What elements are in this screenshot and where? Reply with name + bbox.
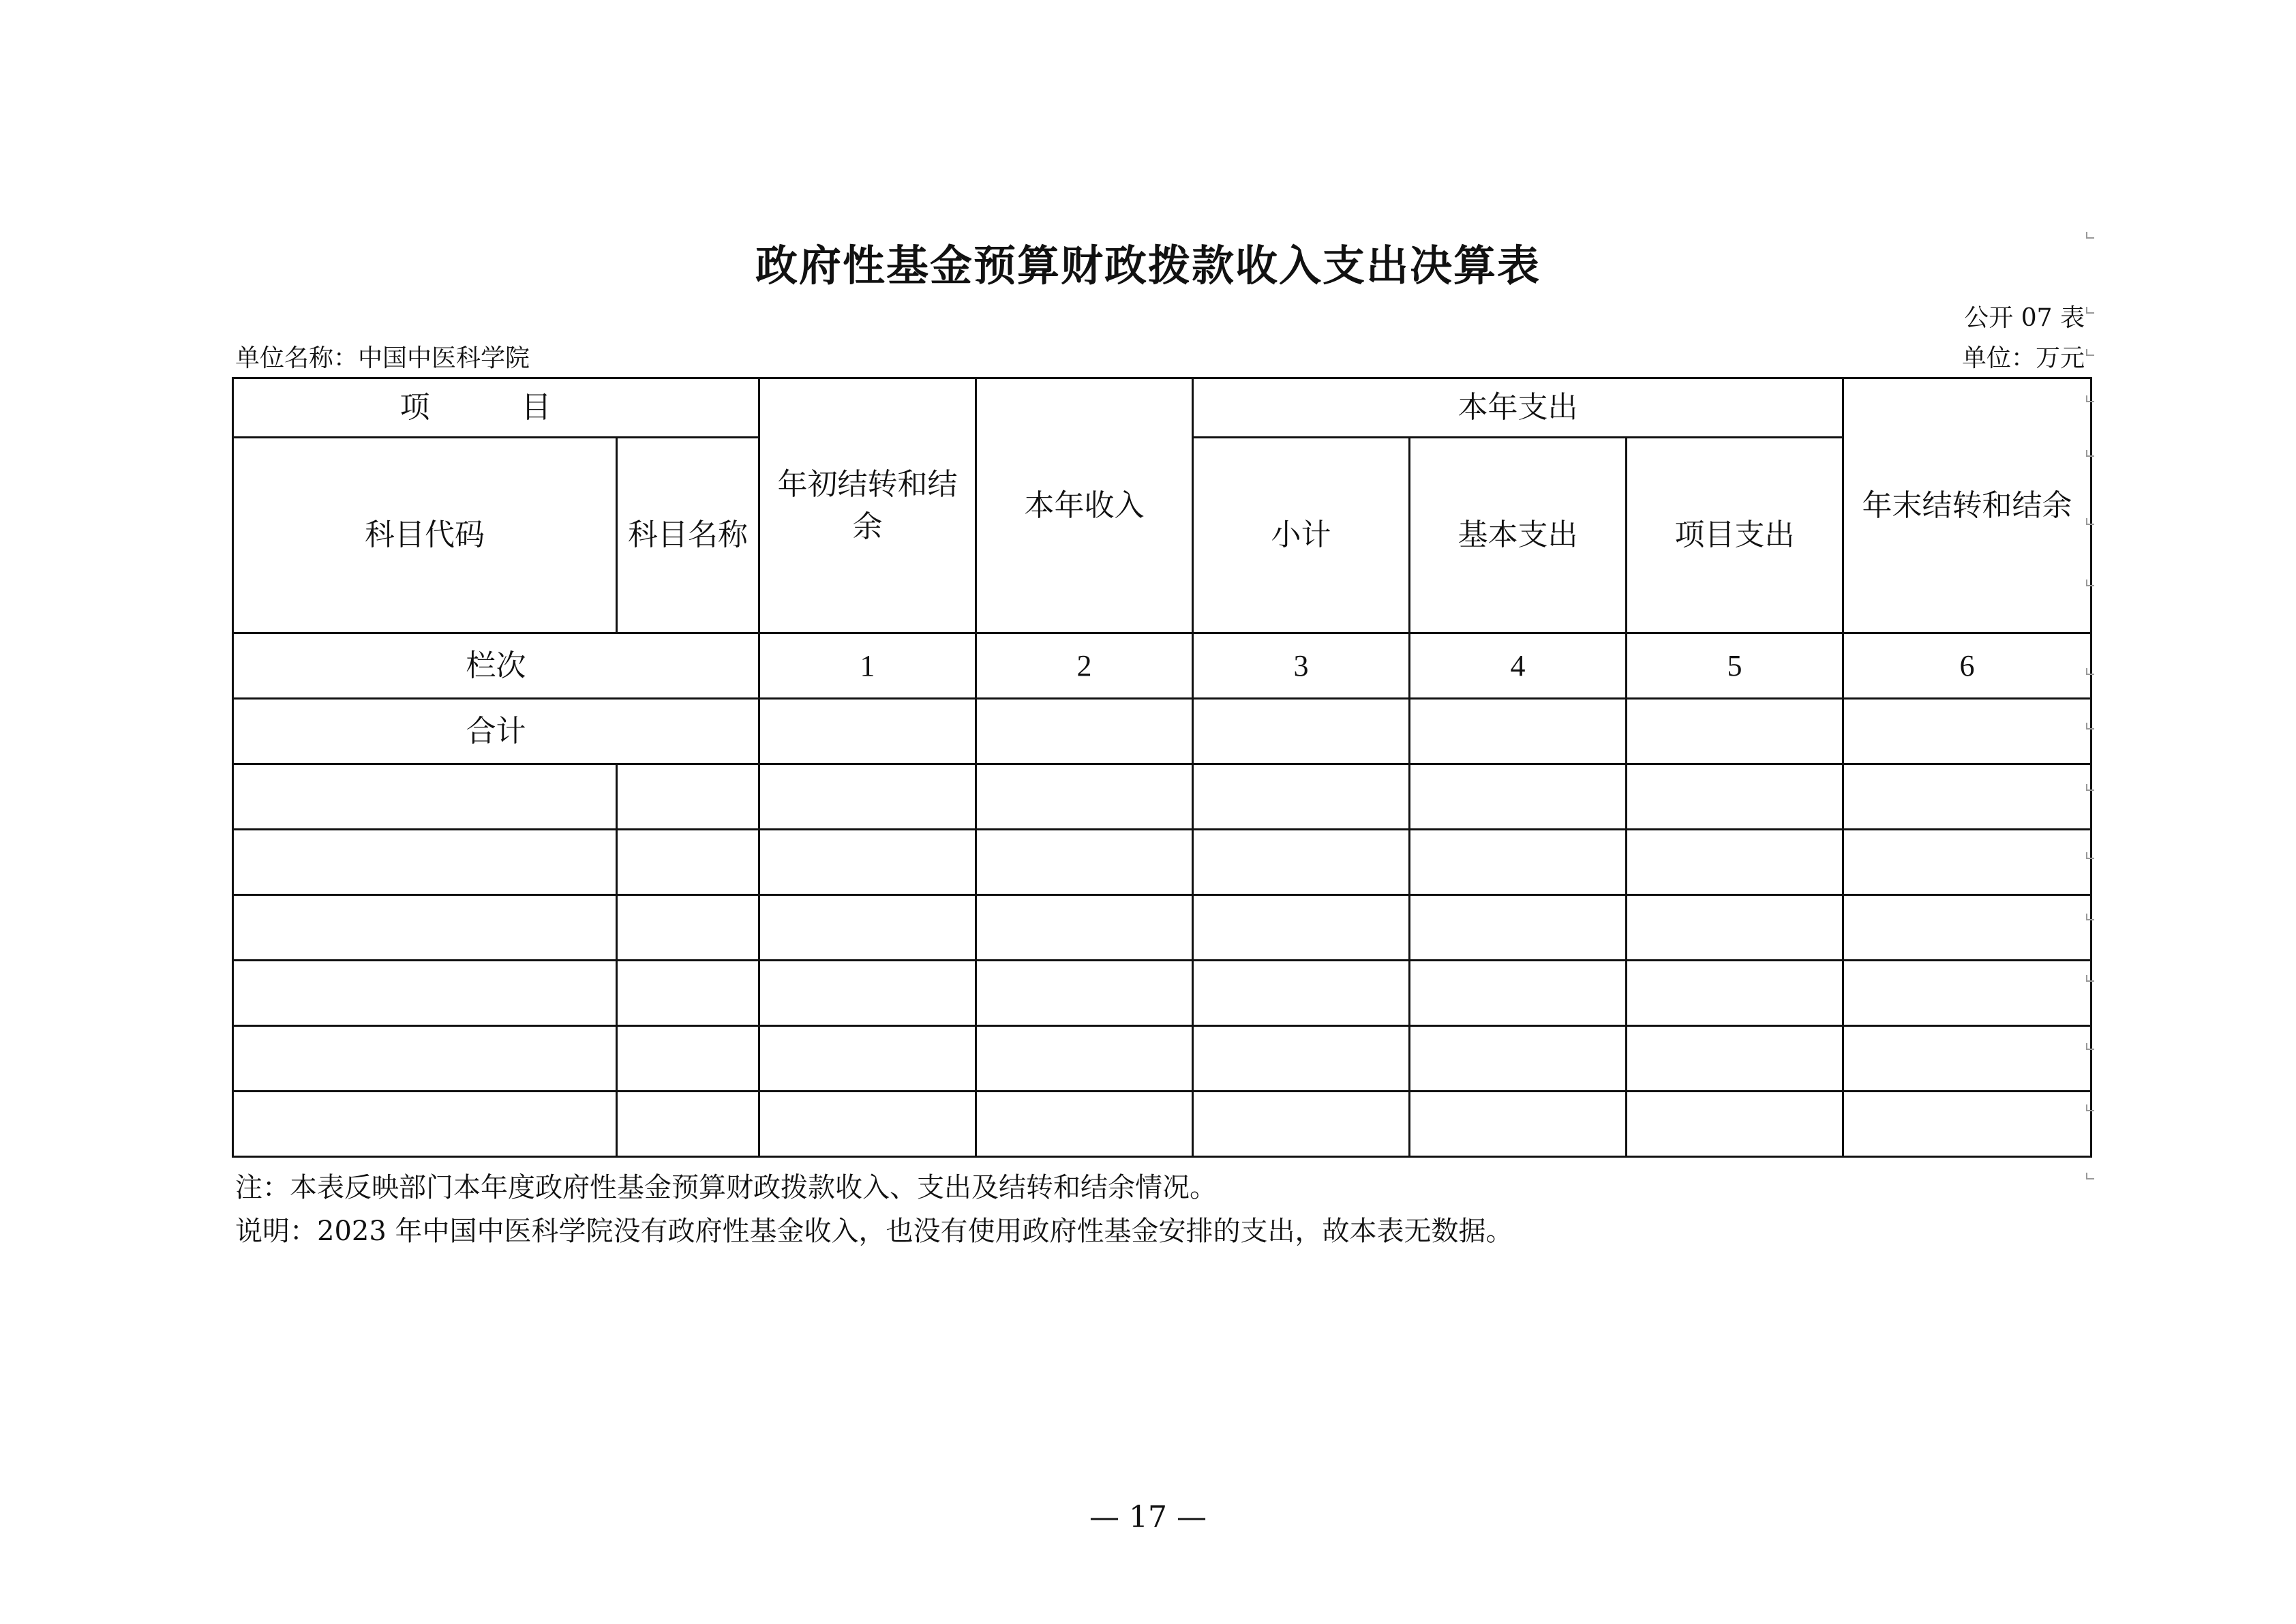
table-row	[233, 1092, 2091, 1157]
table-cell	[1627, 764, 1843, 830]
table-cell	[976, 895, 1193, 961]
total-label: 合计	[233, 699, 759, 764]
table-cell	[976, 699, 1193, 764]
table-cell	[617, 961, 759, 1026]
table-cell	[1627, 1092, 1843, 1157]
table-cell	[1410, 895, 1627, 961]
header-current-expenditure: 本年支出	[1193, 378, 1843, 438]
table-cell	[1843, 895, 2091, 961]
unit-name-value: 中国中医科学院	[358, 344, 530, 372]
paragraph-mark-icon	[2086, 518, 2094, 525]
header-subject-name: 科目名称	[617, 438, 759, 633]
total-row	[233, 699, 2091, 764]
header-current-income: 本年收入	[976, 378, 1193, 633]
table-cell	[1193, 1092, 1410, 1157]
header-subtotal: 小计	[1193, 438, 1410, 633]
unit-label: 单位：万元	[1961, 344, 2085, 372]
table-cell	[233, 961, 617, 1026]
header-basic-expenditure: 基本支出	[1410, 438, 1627, 633]
header-project-expenditure: 项目支出	[1627, 438, 1843, 633]
table-note: 注：本表反映部门本年度政府性基金预算财政拨款收入、支出及结转和结余情况。	[235, 1172, 1217, 1203]
table-cell	[1193, 895, 1410, 961]
paragraph-mark-icon	[2086, 723, 2094, 730]
table-cell	[1193, 830, 1410, 895]
table-cell	[1410, 1026, 1627, 1092]
table-cell	[759, 1092, 976, 1157]
table-row	[233, 961, 2091, 1026]
table-cell	[1410, 764, 1627, 830]
column-number: 5	[1627, 633, 1843, 699]
paragraph-mark-icon	[2086, 349, 2094, 356]
table-cell	[617, 830, 759, 895]
table-cell	[1627, 830, 1843, 895]
paragraph-mark-icon	[2086, 232, 2094, 239]
form-number: 公开 07 表	[1964, 304, 2085, 332]
table-cell	[233, 1026, 617, 1092]
table-cell	[976, 764, 1193, 830]
table-cell	[1843, 764, 2091, 830]
table-cell	[1410, 699, 1627, 764]
table-cell	[1627, 1026, 1843, 1092]
column-index-row	[233, 633, 2091, 699]
table-cell	[1410, 830, 1627, 895]
table-cell	[759, 830, 976, 895]
column-number: 1	[759, 633, 976, 699]
table-cell	[1410, 961, 1627, 1026]
header-ending-balance: 年末结转和结余	[1843, 378, 2091, 633]
table-row	[233, 1026, 2091, 1092]
paragraph-mark-icon	[2086, 395, 2094, 402]
table-cell	[759, 895, 976, 961]
paragraph-mark-icon	[2086, 668, 2094, 675]
table-cell	[1193, 961, 1410, 1026]
table-cell	[1410, 1092, 1627, 1157]
column-number: 4	[1410, 633, 1627, 699]
paragraph-mark-icon	[2086, 580, 2094, 586]
paragraph-mark-icon	[2086, 914, 2094, 920]
table-cell	[1193, 699, 1410, 764]
table-cell	[759, 1026, 976, 1092]
unit-name	[235, 339, 530, 374]
table-cell	[233, 895, 617, 961]
header-row-1	[233, 378, 2091, 438]
table-cell	[759, 699, 976, 764]
paragraph-mark-icon	[2086, 975, 2094, 982]
table-cell	[1843, 1092, 2091, 1157]
table-cell	[1193, 1026, 1410, 1092]
header-beginning-balance: 年初结转和结余	[759, 378, 976, 633]
table-cell	[233, 1092, 617, 1157]
table-cell	[1627, 961, 1843, 1026]
budget-table	[232, 377, 2092, 1158]
table-cell	[1843, 699, 2091, 764]
unit-name-label: 单位名称：	[235, 344, 359, 372]
table-cell	[617, 764, 759, 830]
paragraph-mark-icon	[2086, 307, 2094, 314]
table-cell	[976, 961, 1193, 1026]
header-subject-code: 科目代码	[233, 438, 617, 633]
column-index-label: 栏次	[233, 633, 759, 699]
table-cell	[1193, 764, 1410, 830]
column-number: 3	[1193, 633, 1410, 699]
paragraph-mark-icon	[2086, 852, 2094, 859]
table-row	[233, 830, 2091, 895]
table-cell	[617, 1026, 759, 1092]
table-cell	[233, 764, 617, 830]
table-cell	[1843, 961, 2091, 1026]
paragraph-mark-icon	[2086, 450, 2094, 457]
table-row	[233, 895, 2091, 961]
page-title: 政府性基金预算财政拨款收入支出决算表	[755, 241, 1541, 290]
table-cell	[976, 1026, 1193, 1092]
header-item: 项 目	[233, 378, 759, 438]
table-cell	[759, 764, 976, 830]
column-number: 6	[1843, 633, 2091, 699]
paragraph-mark-icon	[2086, 1173, 2094, 1179]
page-number: — 17 —	[1089, 1500, 1207, 1535]
paragraph-mark-icon	[2086, 1104, 2094, 1111]
table-cell	[1843, 830, 2091, 895]
table-cell	[617, 1092, 759, 1157]
table-cell	[976, 1092, 1193, 1157]
table-cell	[617, 895, 759, 961]
table-row	[233, 764, 2091, 830]
table-cell	[1627, 699, 1843, 764]
table-cell	[1843, 1026, 2091, 1092]
table-cell	[1627, 895, 1843, 961]
column-number: 2	[976, 633, 1193, 699]
table-explanation: 说明：2023 年中国中医科学院没有政府性基金收入，也没有使用政府性基金安排的支出，故本表无数据。	[235, 1216, 1513, 1247]
paragraph-mark-icon	[2086, 1043, 2094, 1050]
paragraph-mark-icon	[2086, 784, 2094, 791]
table-cell	[759, 961, 976, 1026]
table-cell	[233, 830, 617, 895]
table-cell	[976, 830, 1193, 895]
